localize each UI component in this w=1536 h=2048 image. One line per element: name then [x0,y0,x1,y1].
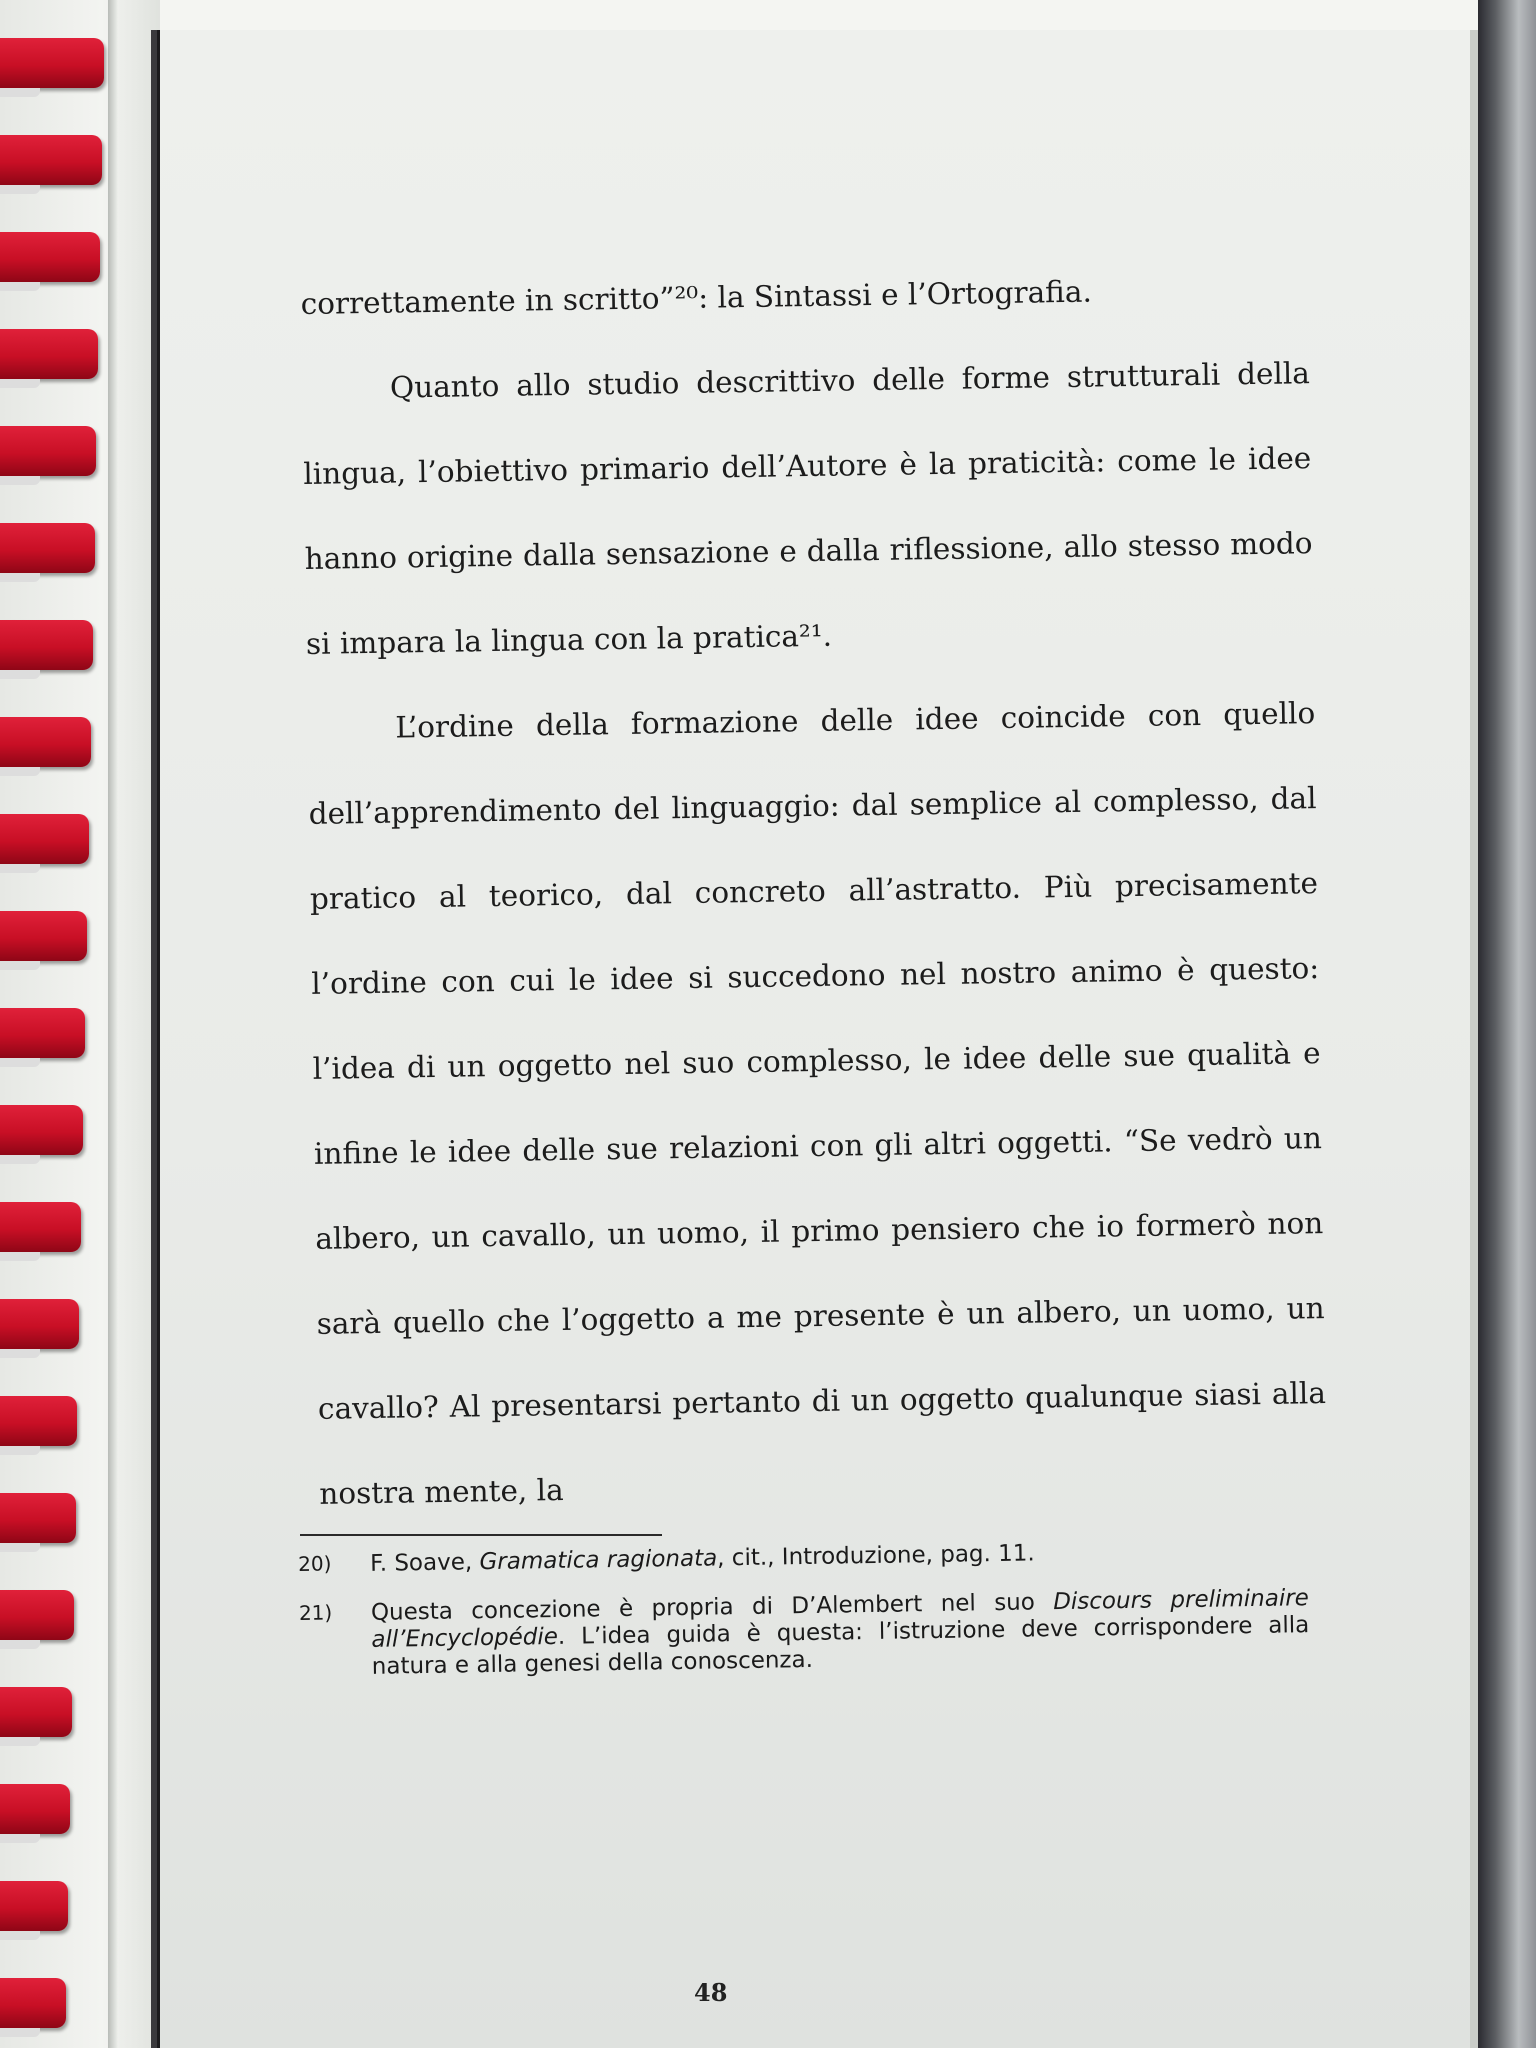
binder-coil [0,1784,70,1834]
footnote-text [371,1585,1310,1681]
binder-coil [0,1978,66,2028]
paragraph-1: correttamente in scritto”²⁰: la Sintassi e l’Ortografia. [300,274,1093,321]
binder-coil [0,814,89,864]
binder-coil [0,620,93,670]
binder-coil [0,1396,77,1446]
binder-coil [0,329,98,379]
binder-coil [0,1687,72,1737]
footnote-number: 20) [298,1551,332,1576]
footnote-italic-title: Gramatica ragionata [479,1545,718,1576]
binder-coil [0,38,104,88]
footnote-number: 21) [298,1600,333,1625]
page-number: 48 [694,1978,728,2007]
binder-edge [108,0,118,2048]
paragraph-2: Quanto allo studio descrittivo delle forme strutturali della lingua, l’obiettivo primario dell’Autore è la praticità: come le idee hanno origine dalla sensazione e dalla riflessione, allo stesso modo si impara la lingua con la pratica²¹. [303,356,1313,661]
binder-coil [0,717,91,767]
binder-coil [0,523,95,573]
binder-coil [0,1105,83,1155]
footnote-text-part: F. Soave, [369,1549,480,1577]
binder-coil [0,1202,81,1252]
footnote-21 [299,1585,1310,1682]
footnote-divider [300,1534,662,1536]
binder-coil [0,911,87,961]
page-stack-edge [1478,0,1536,2048]
footnote-italic-title: Discours preliminaire all’Encyclopédie [371,1585,1310,1653]
binder-coil [0,1493,76,1543]
footnote-text-part: , cit., Introduzione, pag. 11. [716,1540,1035,1572]
spiral-binding [0,0,170,2048]
binder-coil [0,135,102,185]
footnote-text-part: . L’idea guida è questa: l’istruzione deve corrispondere alla natura e alla genesi della conoscenza. [371,1612,1310,1680]
binder-coil [0,1881,68,1931]
binder-coil [0,426,96,476]
binder-coil [0,1008,85,1058]
footnote-text-part: Questa concezione è propria di D’Alembert nel suo [370,1589,1054,1626]
page-top-edge [160,0,1480,30]
binder-coil [0,1590,74,1640]
body-text [300,246,1328,1537]
paragraph-3: L’ordine della formazione delle idee coincide con quello dell’apprendimento del linguaggio: dal semplice al complesso, dal pratico al teorico, dal concreto all’astratto. Più precisamente l’ordine con cui le idee si succedono nel nostro animo è questo: l’idea di un oggetto nel suo complesso, le idee delle sue qualità e infine le idee delle sue relazioni con gli altri oggetti. “Se vedrò un albero, un cavallo, un uomo, il primo pensiero che io formerò non sarà quello che l’oggetto a me presente è un albero, un uomo, un cavallo? Al presentarsi pertanto di un oggetto qualunque siasi alla nostra mente, la [308,696,1327,1511]
footnotes [298,1536,1310,1704]
binder-coil [0,232,100,282]
binder-coil [0,1299,79,1349]
